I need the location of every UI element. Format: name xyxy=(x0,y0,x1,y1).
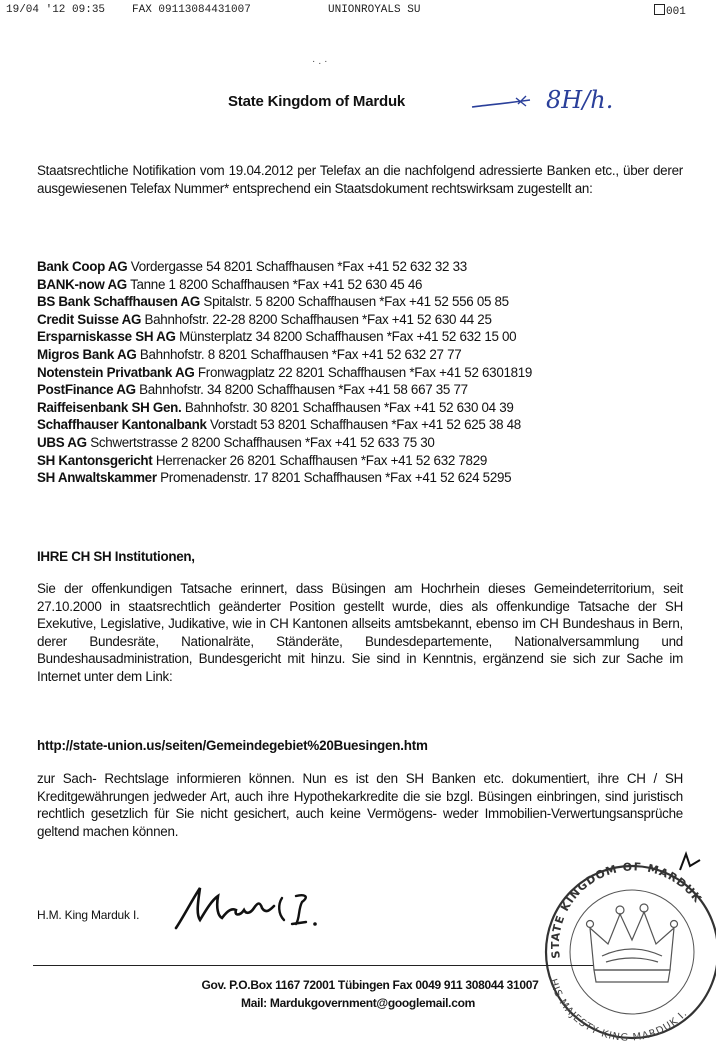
recipient-line xyxy=(37,469,697,487)
fax-page-number: 001 xyxy=(666,6,686,18)
recipient-line xyxy=(37,276,697,294)
seal-top-text: STATE KINGDOM OF MARDUK xyxy=(548,860,705,960)
recipient-name: Credit Suisse AG xyxy=(37,311,142,327)
body-paragraph: Sie der offenkundigen Tatsache erinnert, dass Büsingen am Hochrhein dieses Gemeindeterritorium, seit 27.10.2000 in staatsrechtlich geänderter Position gestellt wurde, dies als offenkundige Tatsache der SH Exekutive, Legislative, Judikative, wie in CH Kantonen allseits amtsbekannt, ebenso im CH Bundeshaus in Bern, derer Bundesräte, Nationalräte, Ständeräte, Bundesdepartemente, Nationalversammlung und Bundeshausadministration, Bundesgericht mit hinzu. Sie sind in Kenntnis, ergänzend sie sich zur Sache im Internet unter dem Link: xyxy=(37,581,683,684)
recipient-address: Vorstadt 53 8201 Schaffhausen *Fax +41 52 625 38 48 xyxy=(206,417,521,433)
intro-paragraph: Staatsrechtliche Notifikation vom 19.04.2012 per Telefax an die nachfolgend adressierte Banken etc., über derer ausgewiesenen Telefax Nummer* entsprechend ein Staatsdokument rechtswirksam zugestellt an: xyxy=(37,163,683,196)
recipient-name: Schaffhauser Kantonalbank xyxy=(37,417,207,433)
recipient-line xyxy=(37,293,697,311)
fax-page xyxy=(654,4,686,18)
svg-text:STATE KINGDOM OF MARDUK xyxy=(549,860,704,959)
recipient-name: Ersparniskasse SH AG xyxy=(37,329,176,345)
recipient-line xyxy=(37,364,697,382)
recipient-line xyxy=(37,452,697,470)
royal-seal-graphic xyxy=(532,840,716,1047)
recipient-name: BS Bank Schaffhausen AG xyxy=(37,294,201,310)
recipient-line xyxy=(37,311,697,329)
recipient-name: Migros Bank AG xyxy=(37,346,137,362)
recipient-name: BANK-now AG xyxy=(37,276,127,292)
recipient-address: Bahnhofstr. 8 8201 Schaffhausen *Fax +41 52 632 27 77 xyxy=(136,346,462,362)
recipient-address: Münsterplatz 34 8200 Schaffhausen *Fax +41 52 632 15 00 xyxy=(175,329,517,345)
footer-divider xyxy=(33,965,593,966)
footer-email[interactable]: Mail: Mardukgovernment@googlemail.com xyxy=(241,996,475,1010)
closing-paragraph: zur Sach- Rechtslage informieren können. Nun es ist den SH Banken etc. dokumentiert, ihre CH / SH Kreditgewährungen jedweder Art, auch ihre Hypothekarkredite die sie bzgl. Büsingen einbringen, sind juristisch rechtlich gesetzlich für Sie nicht gesichert, auch keine Vermögens- weder Immobilien-Verwertungsansprüche geltend machen können. xyxy=(37,771,683,839)
recipient-line xyxy=(37,399,697,417)
recipient-address: Spitalstr. 5 8200 Schaffhausen *Fax +41 52 556 05 85 xyxy=(200,294,509,310)
recipient-address: Schwertstrasse 2 8200 Schaffhausen *Fax +41 52 633 75 30 xyxy=(86,434,435,450)
handwritten-note-strokes xyxy=(468,80,668,120)
recipient-address: Vordergasse 54 8201 Schaffhausen *Fax +41 52 632 32 33 xyxy=(127,259,467,274)
signer-name: H.M. King Marduk I. xyxy=(37,908,140,922)
fax-specks: ·.· xyxy=(312,56,331,67)
recipient-address: Bahnhofstr. 22-28 8200 Schaffhausen *Fax +41 52 630 44 25 xyxy=(141,311,492,327)
recipient-name: UBS AG xyxy=(37,434,87,450)
recipient-address: Bahnhofstr. 30 8201 Schaffhausen *Fax +41 52 630 04 39 xyxy=(181,399,514,415)
recipient-line xyxy=(37,416,697,434)
recipient-address: Promenadenstr. 17 8201 Schaffhausen *Fax +41 52 624 5295 xyxy=(156,470,512,486)
recipient-name: SH Kantonsgericht xyxy=(37,452,153,468)
recipient-line xyxy=(37,258,697,276)
recipient-line xyxy=(37,381,697,399)
recipient-line xyxy=(37,434,697,452)
footer-address: Gov. P.O.Box 1167 72001 Tübingen Fax 0049 911 308044 31007 xyxy=(201,978,539,992)
fax-header xyxy=(6,4,710,20)
document-title: State Kingdom of Marduk xyxy=(228,93,406,110)
royal-seal xyxy=(532,840,716,1052)
fax-number: FAX 09113084431007 xyxy=(132,4,251,16)
recipient-address: Herrenacker 26 8201 Schaffhausen *Fax +41 52 632 7829 xyxy=(152,452,488,468)
reference-link[interactable]: http://state-union.us/seiten/Gemeindegebiet%20Buesingen.htm xyxy=(37,738,428,753)
seal-bottom-text: HIS MAJESTY KING MARDUK I. xyxy=(547,977,690,1044)
section-heading: IHRE CH SH Institutionen, xyxy=(37,549,195,564)
fax-sender: UNIONROYALS SU xyxy=(328,4,421,16)
recipient-name: Raiffeisenbank SH Gen. xyxy=(37,399,182,415)
handwritten-note xyxy=(468,80,668,125)
signature xyxy=(170,880,340,945)
recipient-line xyxy=(37,328,697,346)
recipient-name: Bank Coop AG xyxy=(37,259,128,274)
recipient-name: SH Anwaltskammer xyxy=(37,470,157,486)
recipient-list xyxy=(37,258,697,487)
recipient-address: Bahnhofstr. 34 8200 Schaffhausen *Fax +41 58 667 35 77 xyxy=(135,382,468,398)
recipient-address: Fronwagplatz 22 8201 Schaffhausen *Fax +41 52 6301819 xyxy=(194,364,533,380)
signature-strokes xyxy=(170,880,340,940)
recipient-name: PostFinance AG xyxy=(37,382,136,398)
handwritten-note-text: 8H/h. xyxy=(546,86,614,114)
recipient-line xyxy=(37,346,697,364)
fax-page-box-icon xyxy=(654,4,665,15)
recipient-name: Notenstein Privatbank AG xyxy=(37,364,195,380)
fax-date-time: 19/04 '12 09:35 xyxy=(6,4,106,16)
recipient-address: Tanne 1 8200 Schaffhausen *Fax +41 52 630 45 46 xyxy=(126,276,423,292)
